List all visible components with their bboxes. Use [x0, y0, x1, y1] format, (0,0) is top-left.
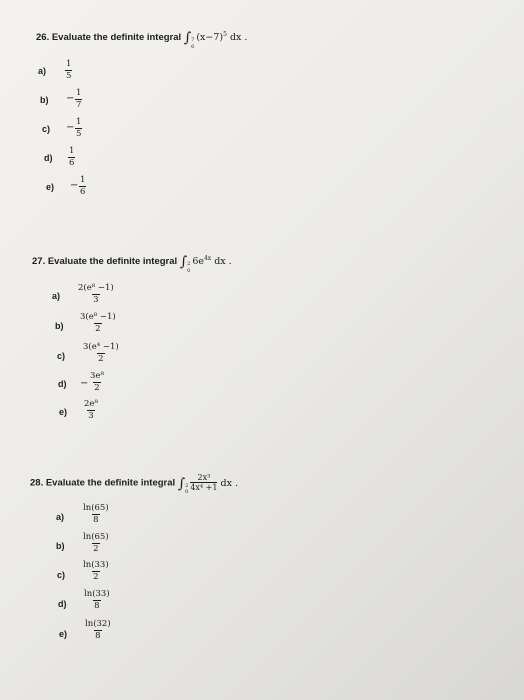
question-28-prompt	[30, 474, 238, 496]
integrand-fraction	[190, 474, 217, 492]
option-27c-value[interactable]: $\frac{\text{3(e⁴ −1)}}{2}$	[83, 342, 119, 364]
integrand-numerator: 2x³	[197, 473, 211, 482]
integral-limits	[187, 261, 190, 274]
option-28a-value[interactable]: $\frac{\ln(65)}{8}$	[83, 503, 109, 525]
option-letter: e)	[59, 629, 68, 639]
option-letter: d)	[58, 379, 67, 389]
option-28e-value[interactable]: $\frac{\ln(32)}{8}$	[85, 619, 111, 641]
upper-limit: 7	[191, 37, 195, 43]
question-28-text: 28. Evaluate the definite integral	[30, 477, 176, 489]
upper-limit: 2	[187, 261, 191, 267]
lower-limit: 0	[187, 267, 191, 274]
option-28c-value[interactable]: $\frac{\ln(33)}{2}$	[83, 560, 109, 582]
option-letter: a)	[38, 66, 47, 76]
option-27e-value[interactable]: $\frac{\text{2e⁸}}{3}$	[84, 399, 98, 421]
differential: dx .	[214, 256, 232, 267]
option-letter: c)	[42, 124, 51, 134]
negative-sign: −	[66, 93, 75, 104]
question-27-integral	[179, 254, 232, 274]
differential: dx .	[229, 32, 248, 43]
question-27-prompt	[32, 254, 232, 274]
option-letter: b)	[56, 541, 65, 551]
integrand-power: 4x	[203, 254, 212, 262]
integrand: (x−7)	[196, 32, 224, 43]
option-28d-value[interactable]: $\frac{\ln(33)}{8}$	[84, 589, 110, 611]
question-27-text: 27. Evaluate the definite integral	[32, 256, 178, 267]
option-28b-value[interactable]: $\frac{\ln(65)}{2}$	[83, 532, 109, 554]
option-26a-value[interactable]: $\frac{1}{5}$	[66, 59, 72, 81]
upper-limit: 2	[185, 482, 189, 489]
integrand-power: 5	[223, 30, 227, 38]
integrand-denominator: 4x⁴ +1	[190, 483, 218, 492]
integral-sign-icon: ∫	[183, 30, 192, 46]
option-27d-value[interactable]: $\frac{\text{3e⁸}}{2}$	[90, 371, 104, 393]
question-26-integral	[183, 30, 248, 50]
question-26-text: 26. Evaluate the definite integral	[36, 32, 182, 43]
integral-limits	[191, 37, 194, 50]
negative-sign: −	[70, 180, 79, 191]
question-26-prompt	[36, 30, 247, 50]
option-26b-value[interactable]: $\frac{1}{7}$	[76, 88, 82, 110]
integral-sign-icon: ∫	[177, 475, 186, 492]
lower-limit: 0	[185, 489, 189, 495]
option-26c-value[interactable]: $\frac{1}{5}$	[76, 117, 82, 139]
option-letter: d)	[58, 599, 67, 609]
option-letter: c)	[57, 570, 66, 580]
option-letter: b)	[55, 321, 64, 331]
negative-sign: −	[80, 378, 89, 389]
option-26e-value[interactable]: $\frac{1}{6}$	[80, 175, 86, 197]
integral-sign-icon: ∫	[179, 254, 188, 270]
option-26d-value[interactable]: $\frac{1}{6}$	[69, 146, 75, 168]
option-letter: b)	[40, 95, 49, 105]
option-27a-value[interactable]: $\frac{\text{2(e⁸ −1)}}{3}$	[78, 283, 114, 305]
option-27b-value[interactable]: $\frac{\text{3(e⁸ −1)}}{2}$	[80, 312, 116, 334]
lower-limit: 6	[191, 43, 195, 50]
option-letter: c)	[57, 351, 66, 361]
question-28-integral	[177, 473, 238, 495]
differential: dx .	[220, 477, 238, 489]
option-letter: a)	[52, 291, 61, 301]
negative-sign: −	[66, 122, 75, 133]
integrand: 6e	[192, 256, 204, 267]
option-letter: d)	[44, 153, 53, 163]
option-letter: e)	[59, 407, 68, 417]
integral-limits	[185, 483, 188, 496]
option-letter: a)	[56, 512, 65, 522]
option-letter: e)	[46, 182, 55, 192]
